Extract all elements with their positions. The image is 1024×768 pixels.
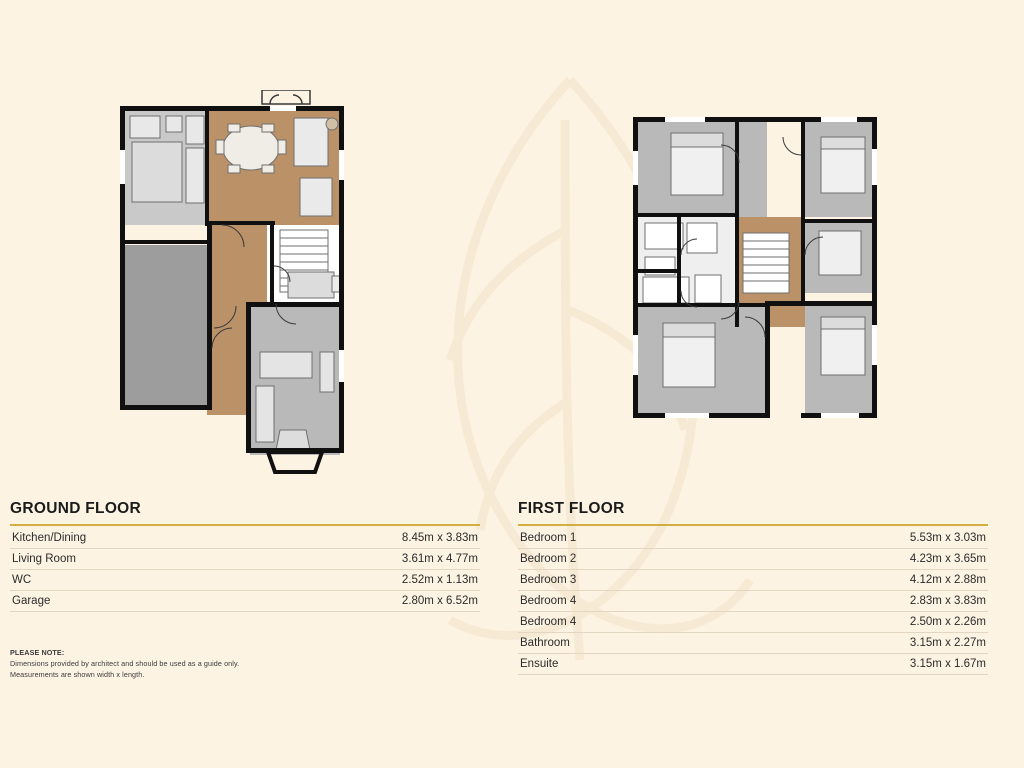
room-dimensions: 4.23m x 3.65m	[909, 553, 986, 565]
note-line-2: Measurements are shown width x length.	[10, 669, 145, 679]
table-row	[518, 570, 988, 591]
room-name: Kitchen/Dining	[12, 532, 87, 544]
room-name: Living Room	[12, 553, 76, 565]
room-name: Bedroom 3	[520, 574, 577, 586]
first-floor-title: FIRST FLOOR	[518, 500, 625, 517]
room-name: Ensuite	[520, 658, 559, 670]
table-row	[10, 549, 480, 570]
first-floor-plan-drawing	[615, 105, 895, 465]
table-row	[518, 549, 988, 570]
table-row	[518, 633, 988, 654]
ground-floor-title: GROUND FLOOR	[10, 500, 142, 517]
room-dimensions: 2.50m x 2.26m	[909, 616, 986, 628]
room-name: Bedroom 1	[520, 532, 577, 544]
room-name: WC	[12, 574, 32, 586]
ground-floor-legend	[10, 500, 480, 612]
ground-floor-room-table	[10, 528, 480, 612]
note-title: PLEASE NOTE:	[10, 648, 65, 657]
table-row	[10, 528, 480, 549]
note-line-1: Dimensions provided by architect and should be used as a guide only.	[10, 658, 240, 668]
room-name: Garage	[12, 595, 51, 607]
room-dimensions: 3.61m x 4.77m	[401, 553, 478, 565]
disclaimer-note	[10, 648, 430, 680]
table-row	[518, 654, 988, 675]
table-row	[10, 591, 480, 612]
first-floor-legend	[518, 500, 988, 675]
table-row	[518, 612, 988, 633]
room-name: Bedroom 2	[520, 553, 577, 565]
room-dimensions: 8.45m x 3.83m	[401, 532, 478, 544]
room-dimensions: 3.15m x 1.67m	[909, 658, 986, 670]
room-name: Bedroom 4	[520, 616, 577, 628]
room-dimensions: 5.53m x 3.03m	[909, 532, 986, 544]
first-floor-room-table	[518, 528, 988, 675]
room-dimensions: 4.12m x 2.88m	[909, 574, 986, 586]
table-row	[518, 591, 988, 612]
room-dimensions: 2.83m x 3.83m	[909, 595, 986, 607]
room-dimensions: 3.15m x 2.27m	[909, 637, 986, 649]
room-name: Bathroom	[520, 637, 570, 649]
room-dimensions: 2.52m x 1.13m	[401, 574, 478, 586]
room-dimensions: 2.80m x 6.52m	[401, 595, 478, 607]
table-row	[10, 570, 480, 591]
ground-floor-plan-drawing	[110, 90, 390, 480]
ground-floor-rule	[10, 524, 480, 526]
room-name: Bedroom 4	[520, 595, 577, 607]
first-floor-rule	[518, 524, 988, 526]
table-row	[518, 528, 988, 549]
